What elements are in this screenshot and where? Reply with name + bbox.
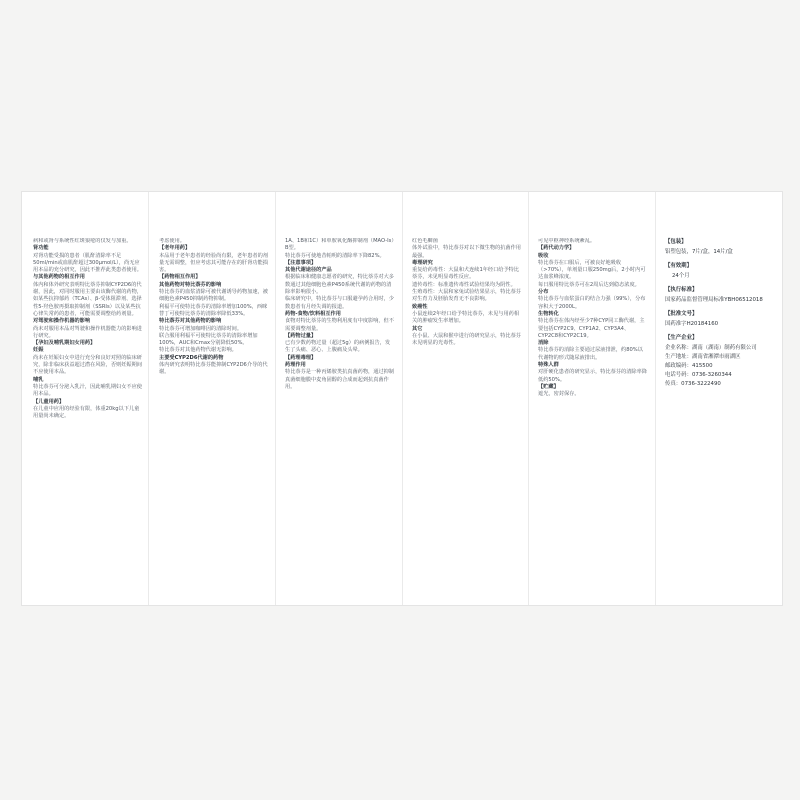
shelf-life-heading: 【有效期】: [665, 263, 692, 269]
fold-line: [148, 192, 149, 605]
section-heading: 对驾驶和操作机器的影响: [33, 318, 91, 325]
packaging-value: 铝塑包装，7片/盒，14片/盒: [665, 249, 733, 255]
section-heading: 【贮藏】: [538, 383, 559, 390]
approval-number-heading: 【批准文号】: [665, 311, 698, 317]
text-line: 特比萘芬的消除主要通过尿液排泄，约80%以代谢物的形式随尿液排出。: [538, 347, 643, 361]
text-line: 生殖毒性：大鼠和家兔试验结果显示，特比萘芬对生育力及胚胎发育无不良影响。: [412, 289, 521, 303]
company-name: 企业名称：湖南（湖南）制药有限公司: [665, 345, 757, 351]
section-heading: 药物-食物/饮料相互作用: [285, 310, 341, 317]
section-heading: 【药物相互作用】: [159, 274, 201, 281]
text-line: 尚未对服用本品对驾驶和操作机器能力的影响进行研究。: [33, 325, 142, 339]
text-line: 临床研究中，特比萘芬与口服避孕药合用时，少数患者有月经失调的报道。: [285, 296, 394, 310]
fold-line: [655, 192, 656, 605]
section-heading: 【药理毒理】: [285, 354, 317, 361]
text-line: 特比萘芬在体内经至少7种CYP同工酶代谢，主要包括CYP2C9、CYP1A2、CYP3A4、CYP2C8和CYP2C19。: [538, 318, 645, 339]
text-line: 特比萘芬在口服后，可被良好地吸收（>70%），单剂量口服250mg后，2小时内可达血浆峰浓度。: [538, 259, 646, 281]
section-heading: 其它: [412, 325, 423, 332]
text-column-5: [538, 238, 648, 596]
text-line: 在小鼠、大鼠和猴中进行的研究显示，特比萘芬未见明显的光毒性。: [412, 332, 521, 347]
text-line: 特比萘芬可分泌入乳汁，因此哺乳期妇女不应使用本品。: [33, 383, 142, 398]
section-heading: 【注意事项】: [285, 259, 317, 266]
manufacturer-heading: 【生产企业】: [665, 335, 698, 341]
text-line: 体内和体外研究表明特比萘芬抑制CYP2D6的代谢，因此，对同时服用主要由该酶代谢的药物，如某些抗抑郁药（TCAs）、β-受体阻滞剂、选择性5-羟色胺再摄取抑制剂（SSRIs）以及某些抗心律失常药的患者，可能需要调整给药剂量。: [33, 281, 142, 317]
text-line: 每日服用特比萘芬可在2周后达到稳态浓度。: [538, 281, 640, 288]
text-line: 重复给药毒性：大鼠和犬连续1年经口给予特比萘芬，未见明显毒性反应。: [412, 267, 520, 281]
section-heading: 特殊人群: [538, 362, 559, 369]
section-heading: 生物转化: [538, 310, 559, 317]
section-heading: 其他代谢途径的产品: [285, 267, 332, 274]
section-heading: 【药代动力学】: [538, 245, 575, 252]
text-column-2: [159, 238, 269, 596]
text-line: 考虑使用。: [159, 238, 185, 244]
text-line: 利福平可使特比萘芬的清除率增加100%，西咪替丁可使特比萘芬的清除率降低33%。: [159, 303, 268, 317]
text-line: 特比萘芬与血浆蛋白的结合力强（99%），分布容积大于2000L。: [538, 296, 646, 310]
section-heading: 妊娠: [33, 347, 44, 354]
text-line: 病和或肾与系统性红斑狼疮的仅发与加重。: [33, 238, 132, 244]
text-line: 特比萘芬的血浆清除可被代谢诱导药物加速，被细胞色素P450抑制药物抑制。: [159, 289, 268, 303]
fold-line: [275, 192, 276, 605]
leaflet-sheet: [22, 192, 782, 605]
phone-number: 电话号码：0736-3260344: [665, 372, 732, 378]
text-column-4: [412, 238, 522, 596]
text-line: 1A、1B和1C）和单胺氧化酶抑制剂（MAO-Is）B型。: [285, 238, 394, 252]
text-line: 根据临床和健康志愿者的研究，特比萘芬对大多数通过其他细胞色素P450系统代谢的药物的清除率影响很小。: [285, 274, 394, 296]
fold-line: [402, 192, 403, 605]
text-line: 小鼠连续2年经口给予特比萘芬，未见与用药相关的肿瘤发生率增加。: [412, 310, 520, 325]
fold-line: [528, 192, 529, 605]
text-line: 尚未在妊娠妇女中进行充分和良好对照的临床研究，除非临床获益超过潜在风险，否则妊娠期间不应使用本品。: [33, 354, 142, 376]
text-column-3: [285, 238, 395, 596]
text-line: 本品用于老年患者的经验尚有限，老年患者的剂量无需调整，但应考虑其可能存在的肝肾功能损害。: [159, 252, 268, 274]
section-heading: 肾功能: [33, 245, 49, 252]
packaging-heading: 【包装】: [665, 239, 687, 245]
text-line: 特比萘芬是一种丙烯胺类抗真菌药物，通过抑制真菌细胞膜中麦角固醇的合成而起到抗真菌作用。: [285, 369, 394, 390]
section-heading: 其他药物对特比萘芬的影响: [159, 281, 222, 288]
text-line: 已有少数药物过量（超过5g）的病例报告，发生了头痛、恶心、上腹痛及头晕。: [285, 340, 391, 354]
text-line: 体内研究表明特比萘芬能抑制CYP2D6介导的代谢。: [159, 362, 268, 376]
approval-number-value: 国药准字H20184160: [665, 321, 719, 327]
section-heading: 【老年用药】: [159, 245, 191, 252]
production-address: 生产地址：湖南省湘潭市雨湖区: [665, 354, 741, 360]
text-line: 对肾功能受损的患者（肌酐清除率不足50ml/min或血肌酐超过300μmol/L），尚无应用本品的充分研究，因此不推荐此类患者使用。: [33, 252, 142, 274]
text-line: 特比萘芬可增加咖啡因的清除时间。: [159, 325, 243, 332]
text-line: 特比萘芬可使地昔帕明的清除率下降82%。: [285, 252, 385, 259]
section-heading: 毒理研究: [412, 259, 433, 266]
section-heading: 消除: [538, 340, 549, 347]
shelf-life-value: 24个月: [672, 273, 690, 279]
text-line: 遗传毒性：标准遗传毒性试验结果均为阴性。: [412, 281, 516, 288]
text-line: 对肝硬化患者的研究显示，特比萘芬的清除率降低约50%。: [538, 369, 647, 383]
text-line: 食物对特比萘芬的生物利用度有中度影响，但不需要调整剂量。: [285, 318, 394, 332]
text-line: 联合服用利福平可使特比萘芬的清除率增加100%，AUC和Cmax分别降低50%。: [159, 332, 258, 347]
text-line: 可见中枢神经系统紊乱。: [538, 238, 596, 244]
text-line: 体外试验中，特比萘芬对以下微生物的抗菌作用最强。: [412, 245, 521, 259]
section-heading: 主要受CYP2D6代谢的药物: [159, 354, 224, 361]
section-heading: 药理作用: [285, 362, 306, 369]
fax-number: 传真：0736-3222490: [665, 381, 721, 387]
section-heading: 哺乳: [33, 376, 44, 383]
text-line: 遮光，密封保存。: [538, 391, 580, 398]
section-heading: 特比萘芬对其他药物的影响: [159, 318, 222, 325]
text-line: 特比萘芬对其他药物代谢无影响。: [159, 347, 237, 354]
section-heading: 【孕妇及哺乳期妇女用药】: [33, 340, 96, 347]
text-line: 红色毛癣菌: [412, 238, 438, 244]
section-heading: 致癌性: [412, 303, 428, 310]
standard-value: 国家药品监督管理局标准YBH06512018: [665, 297, 763, 303]
section-heading: 分布: [538, 289, 549, 296]
text-column-1: [33, 238, 143, 596]
section-heading: 吸收: [538, 252, 549, 259]
section-heading: 与其他药物的相互作用: [33, 274, 85, 281]
section-heading: 【药物过量】: [285, 332, 317, 339]
standard-heading: 【执行标准】: [665, 287, 698, 293]
text-line: 在儿童中应用的经验有限，体重20kg以下儿童用量尚未确定。: [33, 405, 140, 420]
section-heading: 【儿童用药】: [33, 398, 65, 405]
postal-code: 邮政编码：415500: [665, 363, 713, 369]
